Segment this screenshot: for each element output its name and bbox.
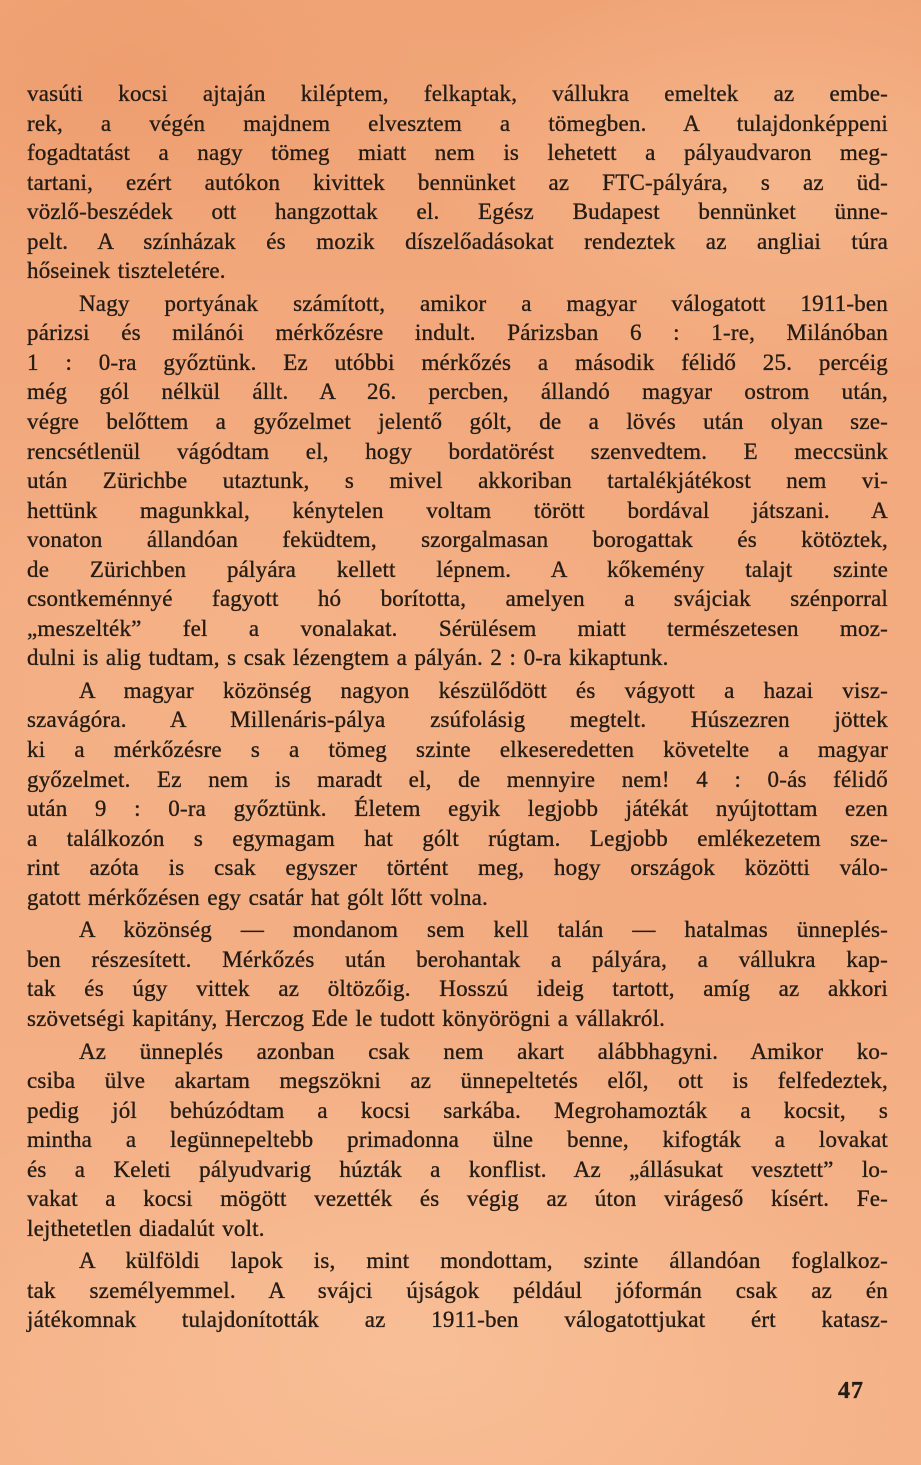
text-line: dulni is alig tudtam, s csak lézengtem a pályán. 2 : 0-ra kikaptunk. (27, 645, 669, 671)
text-line: A magyar közönség nagyon készülődött és vágyott a hazai visz- (79, 677, 888, 703)
text-line: gatott mérkőzésen egy csatár hat gólt lőtt volna. (27, 884, 488, 910)
text-line: hőseinek tiszteletére. (27, 258, 226, 284)
paragraph (27, 1037, 888, 1244)
text-line: csiba ülve akartam megszökni az ünnepeltetés elől, ott is felfedeztek, (27, 1068, 888, 1094)
text-line: csontkeménnyé fagyott hó borította, amelyen a svájciak szénporral (27, 586, 888, 612)
paragraph (27, 915, 888, 1033)
text-line: lejthetetlen diadalút volt. (27, 1215, 265, 1241)
text-line: „meszelték” fel a vonalakat. Sérülésem miatt természetesen moz- (27, 615, 888, 641)
text-line: játékomnak tulajdonították az 1911-ben válogatottjukat ért katasz- (27, 1307, 888, 1333)
text-line: Az ünneplés azonban csak nem akart alábbhagyni. Amikor ko- (79, 1038, 888, 1064)
text-line: tak személyemmel. A svájci újságok például jóformán csak az én (27, 1277, 888, 1303)
text-line: de Zürichben pályára kellett lépnem. A kőkemény talajt szinte (27, 556, 888, 582)
text-line: Nagy portyának számított, amikor a magyar válogatott 1911-ben (79, 290, 888, 316)
text-line: vonaton állandóan feküdtem, szorgalmasan borogattak és kötöztek, (27, 527, 888, 553)
text-line: a találkozón s egymagam hat gólt rúgtam. Legjobb emlékezetem sze- (27, 825, 888, 851)
text-line: még gól nélkül állt. A 26. percben, állandó magyar ostrom után, (27, 379, 888, 405)
text-line: végre belőttem a győzelmet jelentő gólt, de a lövés után olyan sze- (27, 409, 888, 435)
text-line: és a Keleti pályudvarig húzták a konflist. Az „állásukat vesztett” lo- (27, 1156, 888, 1182)
paragraph (27, 1246, 888, 1335)
text-line: vakat a kocsi mögött vezették és végig az úton virágeső kísért. Fe- (27, 1186, 888, 1212)
text-line: rencsétlenül vágódtam el, hogy bordatörést szenvedtem. E meccsünk (27, 438, 888, 464)
text-line: szavágóra. A Millenáris-pálya zsúfolásig megtelt. Húszezren jöttek (27, 707, 888, 733)
text-line: győzelmet. Ez nem is maradt el, de mennyire nem! 4 : 0-ás félidő (27, 766, 888, 792)
text-line: ki a mérkőzésre s a tömeg szinte elkeseredetten követelte a magyar (27, 737, 888, 763)
text-line: után 9 : 0-ra győztünk. Életem egyik legjobb játékát nyújtottam ezen (27, 796, 888, 822)
text-line: A közönség — mondanom sem kell talán — hatalmas ünneplés- (79, 917, 888, 943)
text-line: vasúti kocsi ajtaján kiléptem, felkaptak, vállukra emeltek az embe- (27, 81, 888, 106)
text-line: szövetségi kapitány, Herczog Ede le tudott könyörögni a vállakról. (27, 1005, 666, 1031)
text-line: tartani, ezért autókon kivittek bennünket az FTC-pályára, s az üd- (27, 169, 888, 195)
text-line: 1 : 0-ra győztünk. Ez utóbbi mérkőzés a második félidő 25. percéig (27, 349, 888, 375)
text-line: rek, a végén majdnem elvesztem a tömegben. A tulajdonképpeni (27, 110, 888, 136)
text-line: vözlő-beszédek ott hangzottak el. Egész Budapest bennünket ünne- (27, 199, 888, 225)
page-text (27, 79, 888, 1335)
text-line: pedig jól behúzódtam a kocsi sarkába. Megrohamozták a kocsit, s (27, 1097, 888, 1123)
text-line: ben részesített. Mérkőzés után berohantak a pályára, a vállukra kap- (27, 946, 888, 972)
text-line: A külföldi lapok is, mint mondottam, szinte állandóan foglalkoz- (79, 1248, 888, 1274)
paragraph (27, 676, 888, 912)
text-line: mintha a legünnepeltebb primadonna ülne benne, kifogták a lovakat (27, 1127, 888, 1153)
text-line: tak és úgy vittek az öltözőig. Hosszú ideig tartott, amíg az akkori (27, 976, 888, 1002)
text-line: fogadtatást a nagy tömeg miatt nem is lehetett a pályaudvaron meg- (27, 140, 888, 166)
paragraph (27, 79, 888, 286)
text-line: után Zürichbe utaztunk, s mivel akkoriban tartalékjátékost nem vi- (27, 468, 888, 494)
text-line: pelt. A színházak és mozik díszelőadásokat rendeztek az angliai túra (27, 228, 888, 254)
text-line: hettünk magunkkal, kénytelen voltam törött bordával játszani. A (27, 497, 888, 523)
text-line: rint azóta is csak egyszer történt meg, hogy országok közötti válo- (27, 855, 888, 881)
page-number: 47 (838, 1378, 864, 1404)
text-line: párizsi és milánói mérkőzésre indult. Párizsban 6 : 1-re, Milánóban (27, 320, 888, 346)
paragraph (27, 289, 888, 673)
